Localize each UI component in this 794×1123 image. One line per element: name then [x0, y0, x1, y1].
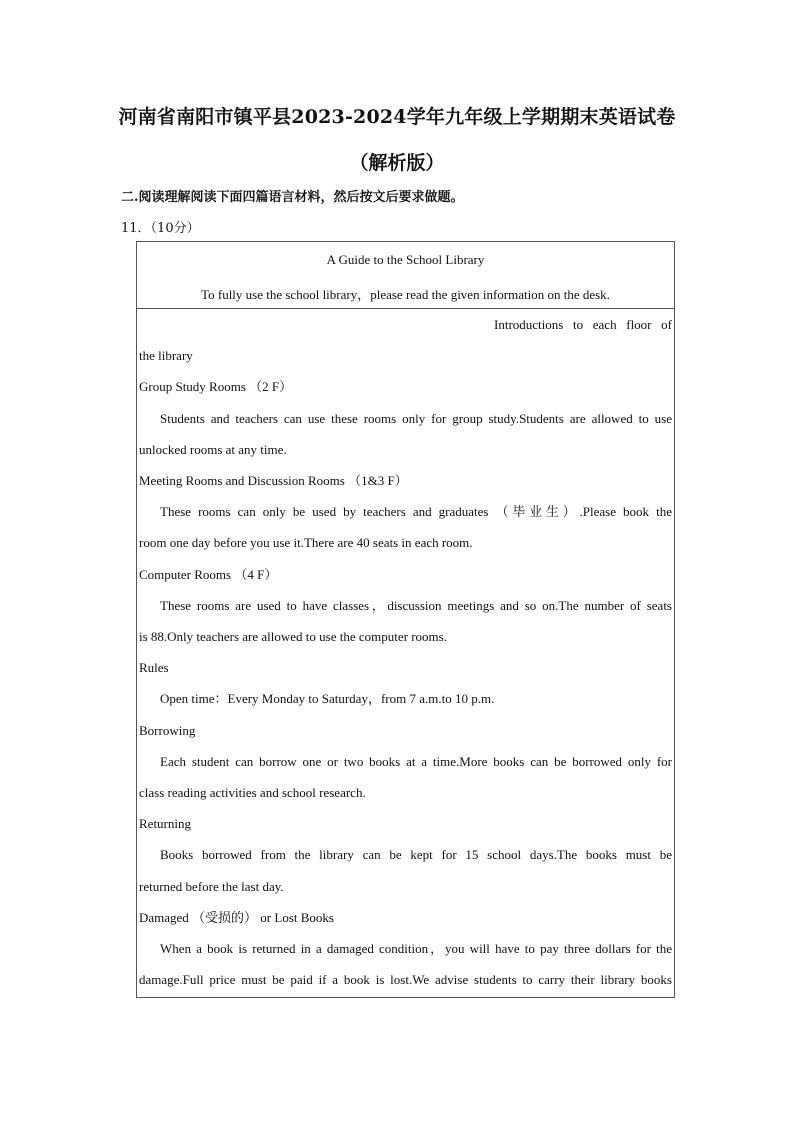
damaged-books-text-1: When a book is returned in a damaged condition，you will have to pay three dollars for the: [160, 941, 672, 957]
damaged-books-text-2: damage.Full price must be paid if a book is lost.We advise students to carry their library books: [139, 972, 672, 988]
document-subtitle: （解析版）: [349, 152, 445, 174]
meeting-rooms-text-1: These rooms can only be used by teachers and graduates （毕业生）.Please book the: [160, 504, 672, 520]
rules-heading: Rules: [139, 660, 169, 676]
damaged-books-heading: Damaged （受损的） or Lost Books: [139, 909, 334, 925]
returning-heading: Returning: [139, 816, 191, 832]
guide-header: [137, 242, 674, 309]
returning-text-2: returned before the last day.: [139, 878, 284, 894]
guide-body: [139, 309, 672, 995]
group-rooms-text-1: Students and teachers can use these rooms only for group study.Students are allowed to use: [160, 410, 672, 426]
open-time-text: Open time：Every Monday to Saturday，from 7 a.m.to 10 p.m.: [160, 691, 495, 707]
question-number: 11．（10分）: [121, 221, 200, 236]
computer-rooms-text-2: is 88.Only teachers are allowed to use the computer rooms.: [139, 629, 447, 645]
borrowing-text-2: class reading activities and school research.: [139, 785, 366, 801]
floor-intro-line-1: Introductions to each floor of: [494, 317, 672, 332]
group-rooms-text-2: unlocked rooms at any time.: [139, 441, 287, 457]
library-guide-box: [136, 241, 675, 998]
computer-rooms-heading: Computer Rooms （4 F）: [139, 566, 278, 582]
meeting-rooms-heading: Meeting Rooms and Discussion Rooms （1&3 F）: [139, 473, 408, 489]
returning-text-1: Books borrowed from the library can be kept for 15 school days.The books must be: [160, 847, 672, 863]
section-heading: 二.阅读理解阅读下面四篇语言材料，然后按文后要求做题。: [121, 190, 464, 205]
group-rooms-heading: Group Study Rooms （2 F）: [139, 379, 293, 395]
guide-intro: To fully use the school library，please read the given information on the desk.: [201, 287, 610, 302]
guide-title: A Guide to the School Library: [326, 252, 485, 267]
floor-intro-line-2: the library: [139, 348, 193, 364]
document-title: 河南省南阳市镇平县2023-2024学年九年级上学期期末英语试卷: [118, 106, 676, 128]
computer-rooms-text-1: These rooms are used to have classes，discussion meetings and so on.The number of seats: [160, 597, 672, 613]
borrowing-text-1: Each student can borrow one or two books at a time.More books can be borrowed only for: [160, 753, 672, 769]
borrowing-heading: Borrowing: [139, 722, 196, 738]
meeting-rooms-text-2: room one day before you use it.There are 40 seats in each room.: [139, 535, 473, 551]
